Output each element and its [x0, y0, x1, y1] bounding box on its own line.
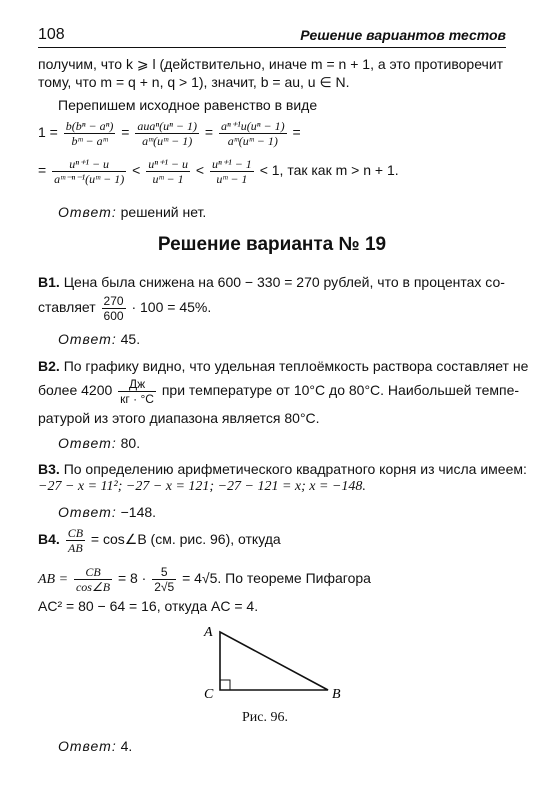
b4-line-2-post: = 4√5. По теореме Пифагора [182, 570, 371, 586]
eq1-fraction-3: $\frac{\text{aⁿ⁺¹u(uⁿ − 1)}}{\text{aᵐ(uᵐ − 1)}}$ [221, 118, 285, 148]
page-header [38, 26, 506, 46]
section-title: Решение варианта № 19 [157, 234, 387, 255]
b4-text-1-post: = cos∠B (см. рис. 96), откуда [90, 531, 281, 547]
b3-answer [58, 503, 156, 521]
b1-text-1: Цена была снижена на 600 − 330 = 270 рублей, что в процентах со- [63, 274, 505, 290]
triangle-figure [200, 626, 350, 706]
b3-label: B3. [38, 461, 60, 477]
equation-row-2 [38, 155, 399, 186]
vertex-b-label: B [332, 687, 341, 702]
b2-answer [58, 434, 140, 452]
eq2-lt-1: < [132, 162, 141, 178]
eq2-fraction-2: $\frac{\text{uⁿ⁺¹ − u}}{\text{uᵐ − 1}}$ [148, 156, 189, 186]
answer-label: Ответ: [58, 331, 117, 347]
b2-label: B2. [38, 358, 60, 374]
page-number: 108 [38, 26, 65, 43]
b4-line-2 [38, 563, 371, 595]
intro-line-1: получим, что k ⩾ l (действительно, иначе m = n + 1, а это противоречит [38, 56, 504, 72]
eq1-sign-3: = [292, 124, 301, 140]
eq2-fraction-3: $\frac{\text{uⁿ⁺¹ − 1}}{\text{uᵐ − 1}}$ [211, 156, 252, 186]
eq1-fraction-1: $\frac{\text{b(bⁿ − aⁿ)}}{\text{bᵐ − aᵐ}}$ [65, 118, 114, 148]
b1-text-2-pre: ставляет [38, 299, 96, 315]
b3-text-1: По определению арифметического квадратного корня из числа имеем: [63, 461, 527, 477]
answer-label: Ответ: [58, 204, 117, 220]
b4-label: B4. [38, 531, 60, 547]
b1-text-2-post: · 100 = 45%. [131, 299, 212, 315]
b1-line-2 [38, 292, 211, 323]
equation-row-1 [38, 117, 301, 148]
b3-line-2: −27 − x = 11²; −27 − x = 121; −27 − 121 = x; x = −148. [38, 479, 366, 494]
answer-value: −148. [120, 504, 157, 520]
eq2-tail: < 1, так как m > n + 1. [259, 162, 399, 178]
vertex-a-label: A [204, 626, 213, 640]
running-title: Решение вариантов тестов [300, 27, 506, 43]
answer-value: решений нет. [120, 204, 207, 220]
figure-caption: Рис. 96. [242, 710, 288, 725]
eq1-lhs: 1 = [38, 124, 58, 140]
answer-value: 80. [120, 435, 141, 451]
answer-value: 4. [120, 738, 133, 754]
b2-text-2-pre: более 4200 [38, 382, 113, 398]
b2-fraction: $\frac{Дж}{кг \cdot ^\circ C}$ [120, 376, 154, 406]
eq1-sign-2: = [204, 124, 214, 140]
b4-line-3: AC² = 80 − 64 = 16, откуда AC = 4. [38, 598, 259, 614]
intro-line-2: тому, что m = q + n, q > 1), значит, b = au, u ∈ N. [38, 74, 350, 90]
right-angle-mark [220, 680, 230, 690]
b4-fraction-2: $\frac{CB}{\cos\angle B}$ [75, 564, 111, 594]
intro-answer [58, 203, 206, 221]
eq2-fraction-1: $\frac{\text{uⁿ⁺¹ − u}}{\text{aᵐ⁻ⁿ⁻¹(uᵐ − 1)}}$ [54, 156, 125, 186]
b4-answer [58, 737, 132, 755]
eq1-fraction-2: $\frac{\text{auaⁿ(uⁿ − 1)}}{\text{aᵐ(uᵐ − 1)}}$ [137, 118, 198, 148]
b2-text-2-post: при температуре от 10°C до 80°C. Наибольшей темпе- [161, 382, 520, 398]
b4-line-2-pre: AB = [38, 572, 69, 587]
eq2-lt-2: < [195, 162, 205, 178]
b4-fraction-1: $\frac{CB}{AB}$ [67, 525, 84, 555]
eq2-sign: = [38, 162, 47, 178]
b1-fraction: $\frac{270}{600}$ [103, 293, 124, 323]
b4-line-1 [38, 524, 281, 555]
intro-line-3: Перепишем исходное равенство в виде [58, 97, 318, 113]
b2-line-1 [38, 357, 528, 375]
answer-value: 45. [120, 331, 141, 347]
answer-label: Ответ: [58, 504, 117, 520]
eq1-sign-1: = [121, 124, 130, 140]
b2-line-2 [38, 375, 519, 406]
b4-fraction-3: $\frac{5}{2√5}$ [154, 564, 175, 594]
b2-line-3: ратурой из этого диапазона является 80°C. [38, 410, 320, 426]
b3-line-1 [38, 460, 527, 478]
answer-label: Ответ: [58, 435, 117, 451]
b2-text-1: По графику видно, что удельная теплоёмкость раствора составляет не [63, 358, 529, 374]
answer-label: Ответ: [58, 738, 117, 754]
b4-line-2-mid: = 8 · [117, 570, 147, 586]
vertex-c-label: C [204, 687, 214, 702]
triangle-shape [220, 632, 328, 690]
b1-line-1 [38, 273, 505, 291]
b1-label: B1. [38, 274, 60, 290]
header-rule [38, 47, 506, 48]
b1-answer [58, 330, 140, 348]
